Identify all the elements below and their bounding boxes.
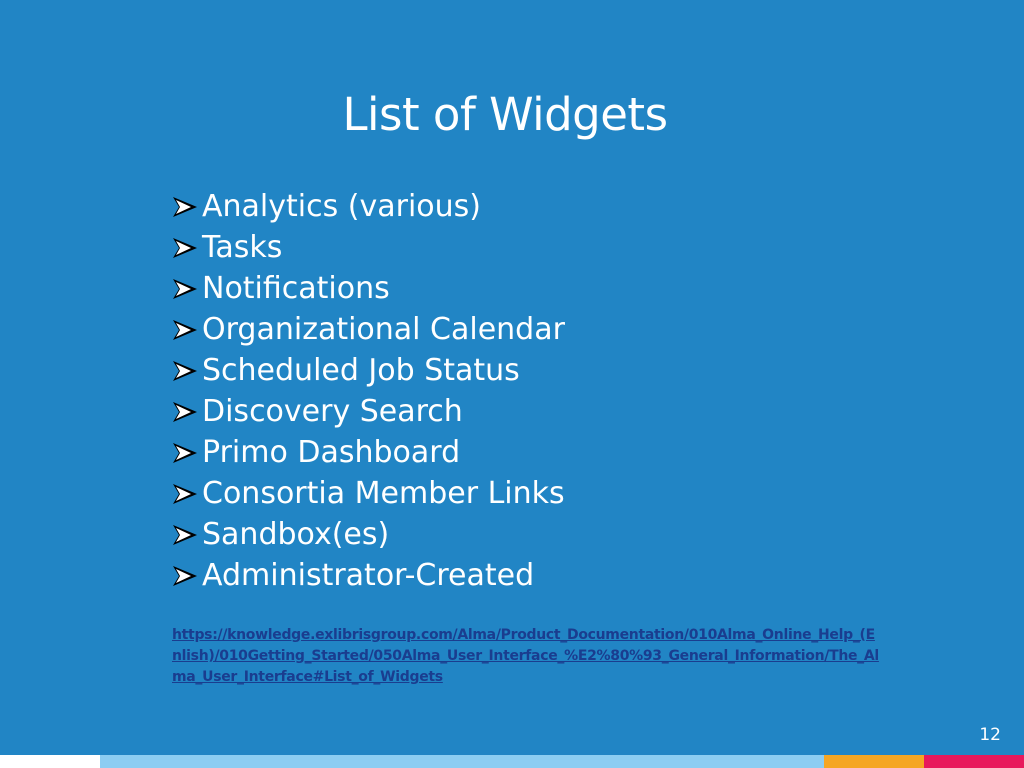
- list-item: [172, 350, 565, 391]
- arrow-bullet-icon: [172, 227, 202, 268]
- list-item-label: Administrator-Created: [202, 558, 535, 593]
- arrow-bullet-icon: [172, 268, 202, 309]
- arrow-bullet-icon: [172, 391, 202, 432]
- arrow-bullet-icon: [172, 350, 202, 391]
- slide-title: List of Widgets: [342, 88, 668, 141]
- list-item-label: Analytics (various): [202, 189, 481, 224]
- arrow-bullet-icon: [172, 514, 202, 555]
- list-item-label: Primo Dashboard: [202, 435, 461, 470]
- widget-list: [172, 186, 565, 596]
- list-item-label: Scheduled Job Status: [202, 353, 520, 388]
- arrow-bullet-icon: [172, 432, 202, 473]
- list-item: [172, 514, 565, 555]
- arrow-bullet-icon: [172, 473, 202, 514]
- footer-color-bar: [0, 755, 1024, 768]
- list-item: [172, 391, 565, 432]
- list-item-label: Discovery Search: [202, 394, 463, 429]
- footer-segment-white: [0, 755, 100, 768]
- list-item-label: Notifications: [202, 271, 390, 306]
- list-item: [172, 555, 565, 596]
- documentation-link[interactable]: https://knowledge.exlibrisgroup.com/Alma/Product_Documentation/010Alma_Online_Help_(Enlish)/010Getting_Started/050Alma_User_Interface_%E2%80%93_General_Information/The_Alma_User_Interface#List_of_Widgets: [172, 627, 879, 685]
- list-item: [172, 309, 565, 350]
- list-item-label: Consortia Member Links: [202, 476, 565, 511]
- list-item: [172, 186, 565, 227]
- list-item-label: Tasks: [202, 230, 283, 265]
- list-item: [172, 227, 565, 268]
- list-item-label: Organizational Calendar: [202, 312, 565, 347]
- arrow-bullet-icon: [172, 186, 202, 227]
- footer-segment-pink: [924, 755, 1024, 768]
- page-number: 12: [979, 725, 1001, 745]
- footer-segment-orange: [824, 755, 924, 768]
- footer-segment-light-blue: [100, 755, 824, 768]
- list-item-label: Sandbox(es): [202, 517, 390, 552]
- arrow-bullet-icon: [172, 309, 202, 350]
- arrow-bullet-icon: [172, 555, 202, 596]
- list-item: [172, 268, 565, 309]
- list-item: [172, 432, 565, 473]
- list-item: [172, 473, 565, 514]
